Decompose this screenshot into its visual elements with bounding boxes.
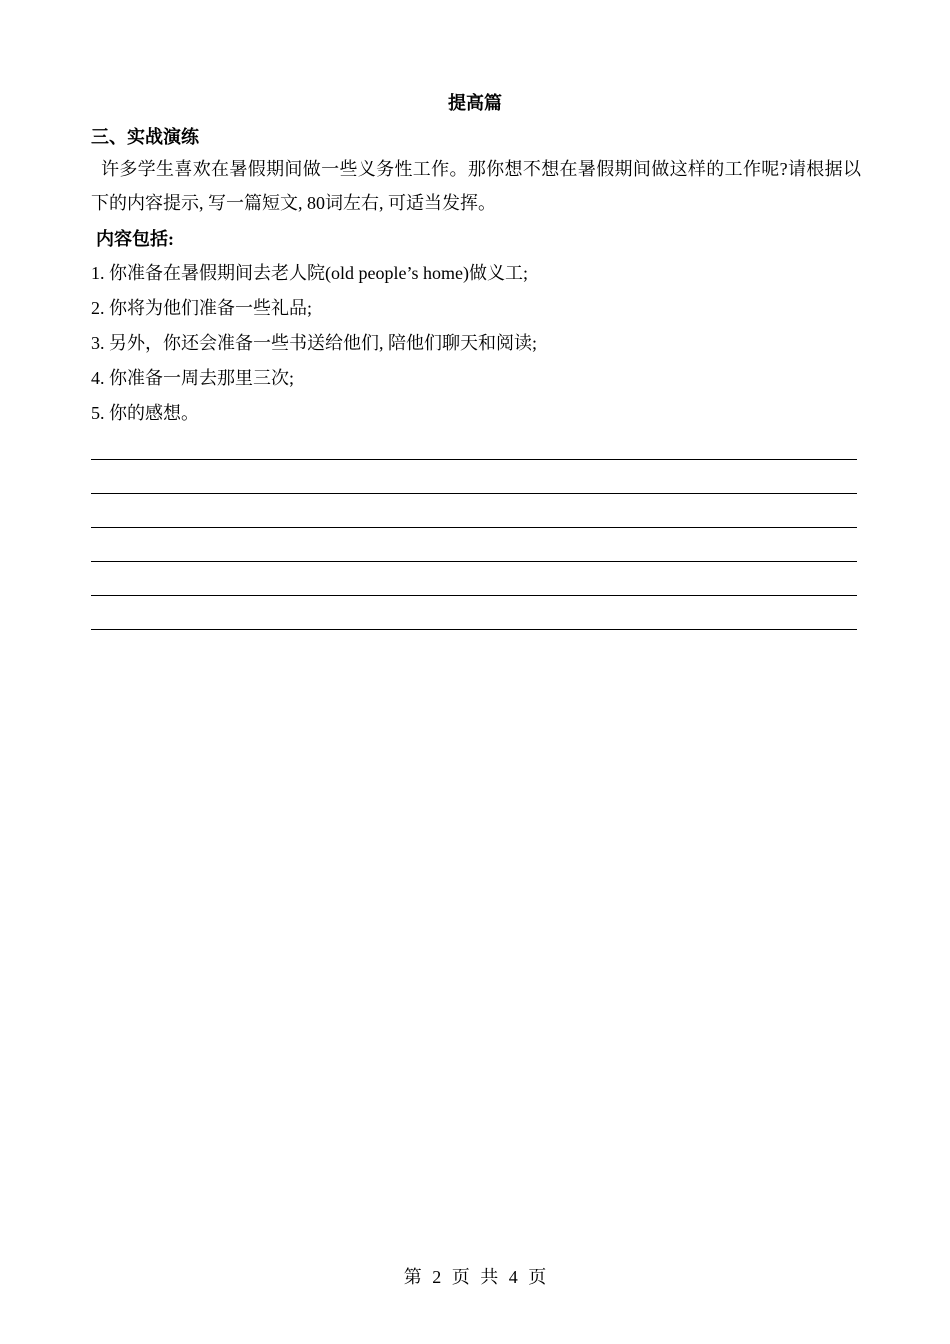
content-point: 2. 你将为他们准备一些礼品; xyxy=(91,298,312,318)
writing-line xyxy=(91,562,857,596)
content-point: 1. 你准备在暑假期间去老人院(old people’s home)做义工; xyxy=(91,263,528,283)
writing-line xyxy=(91,460,857,494)
content-point: 3. 另外，你还会准备一些书送给他们, 陪他们聊天和阅读; xyxy=(91,333,537,353)
writing-line xyxy=(91,528,857,562)
writing-line xyxy=(91,596,857,630)
page-number-footer: 第 2 页 共 4 页 xyxy=(403,1267,547,1287)
content-heading: 内容包括: xyxy=(96,229,174,249)
content-point: 5. 你的感想。 xyxy=(91,403,199,423)
writing-line xyxy=(91,426,857,460)
writing-area xyxy=(91,426,857,630)
writing-line xyxy=(91,494,857,528)
content-point: 4. 你准备一周去那里三次; xyxy=(91,368,294,388)
page-title: 提高篇 xyxy=(448,93,502,113)
section-heading: 三、实战演练 xyxy=(91,127,199,147)
task-instructions: 许多学生喜欢在暑假期间做一些义务性工作。那你想不想在暑假期间做这样的工作呢?请根据以下的内容提示, 写一篇短文, 80词左右, 可适当发挥。 xyxy=(91,159,861,213)
content-points-list xyxy=(91,256,537,431)
